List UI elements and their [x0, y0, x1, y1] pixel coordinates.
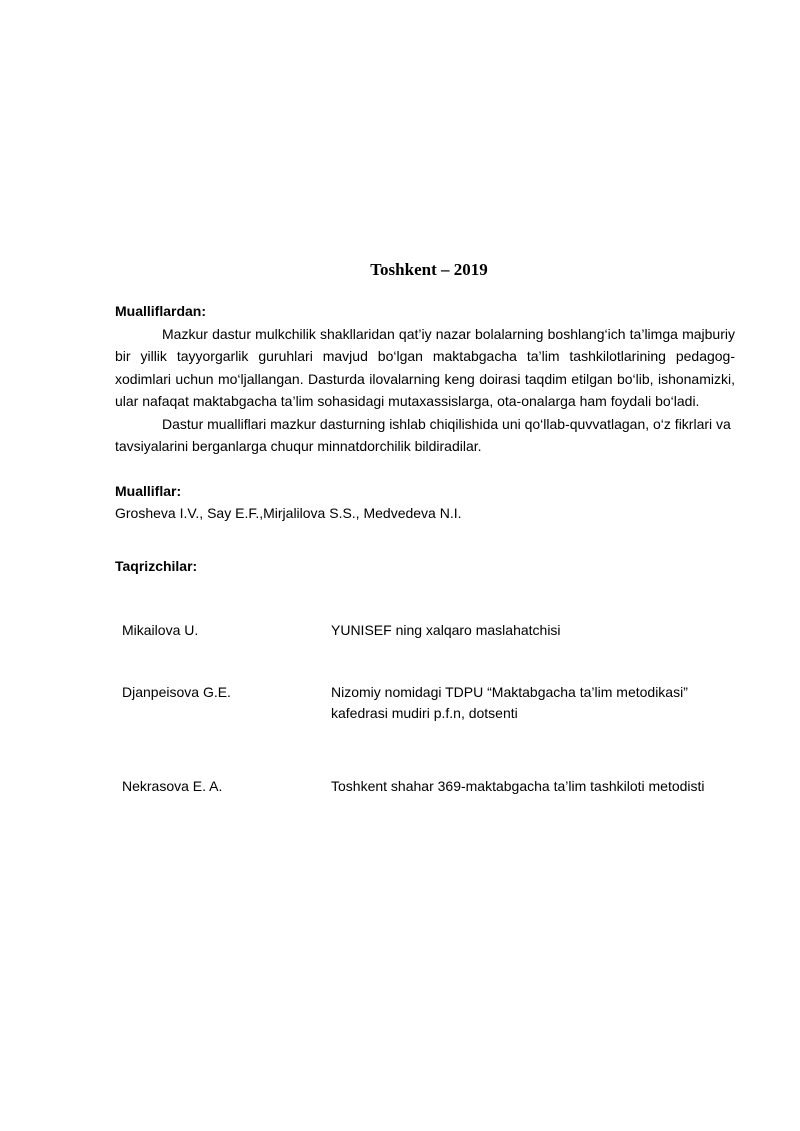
- reviewer-name: Nekrasova E. A.: [122, 778, 223, 794]
- reviewers-heading: Taqrizchilar:: [115, 557, 198, 574]
- preface-paragraph-1: Mazkur dastur mulkchilik shakllaridan qat’iy nazar bolalarning boshlang‘ich ta’limga majburiy bir yillik tayyorgarlik guruhlari mavjud bo‘lgan maktabgacha ta’lim tashkilotlarining pedagog-xodimlari uchun mo‘ljallangan. Dasturda ilovalarning keng doirasi taqdim etilgan bo‘lib, ishonamizki, ular nafaqat maktabgacha ta’lim sohasidagi mutaxassislarga, ota-onalarga ham foydali bo‘ladi.: [115, 325, 735, 409]
- authors-names: Grosheva I.V., Say E.F.,Mirjalilova S.S., Medvedeva N.I.: [115, 505, 462, 521]
- reviewer-role: Nizomiy nomidagi TDPU “Maktabgacha ta’lim metodikasi” kafedrasi mudiri p.f.n, dotsenti: [331, 684, 688, 721]
- document-body: [115, 300, 735, 577]
- reviewer-name: Djanpeisova G.E.: [122, 684, 231, 700]
- authors-heading: Mualliflar:: [115, 482, 182, 499]
- preface-paragraph-2: Dastur mualliflari mazkur dasturning ishlab chiqilishida uni qo‘llab-quvvatlagan, o‘z fikrlari va tavsiyalarini berganlarga chuqur minnatdorchilik bildiradilar.: [115, 415, 731, 454]
- reviewer-row: [122, 776, 732, 797]
- reviewer-row: [122, 682, 732, 724]
- reviewer-role: Toshkent shahar 369-maktabgacha ta’lim tashkiloti metodisti: [331, 778, 705, 794]
- page-title: Toshkent – 2019: [370, 260, 488, 279]
- reviewer-row: [122, 620, 732, 641]
- spacer: [115, 525, 735, 555]
- reviewer-name: Mikailova U.: [122, 622, 199, 638]
- reviewer-role: YUNISEF ning xalqaro maslahatchisi: [331, 622, 561, 638]
- spacer: [115, 458, 735, 480]
- preface-heading: Mualliflardan:: [115, 303, 207, 319]
